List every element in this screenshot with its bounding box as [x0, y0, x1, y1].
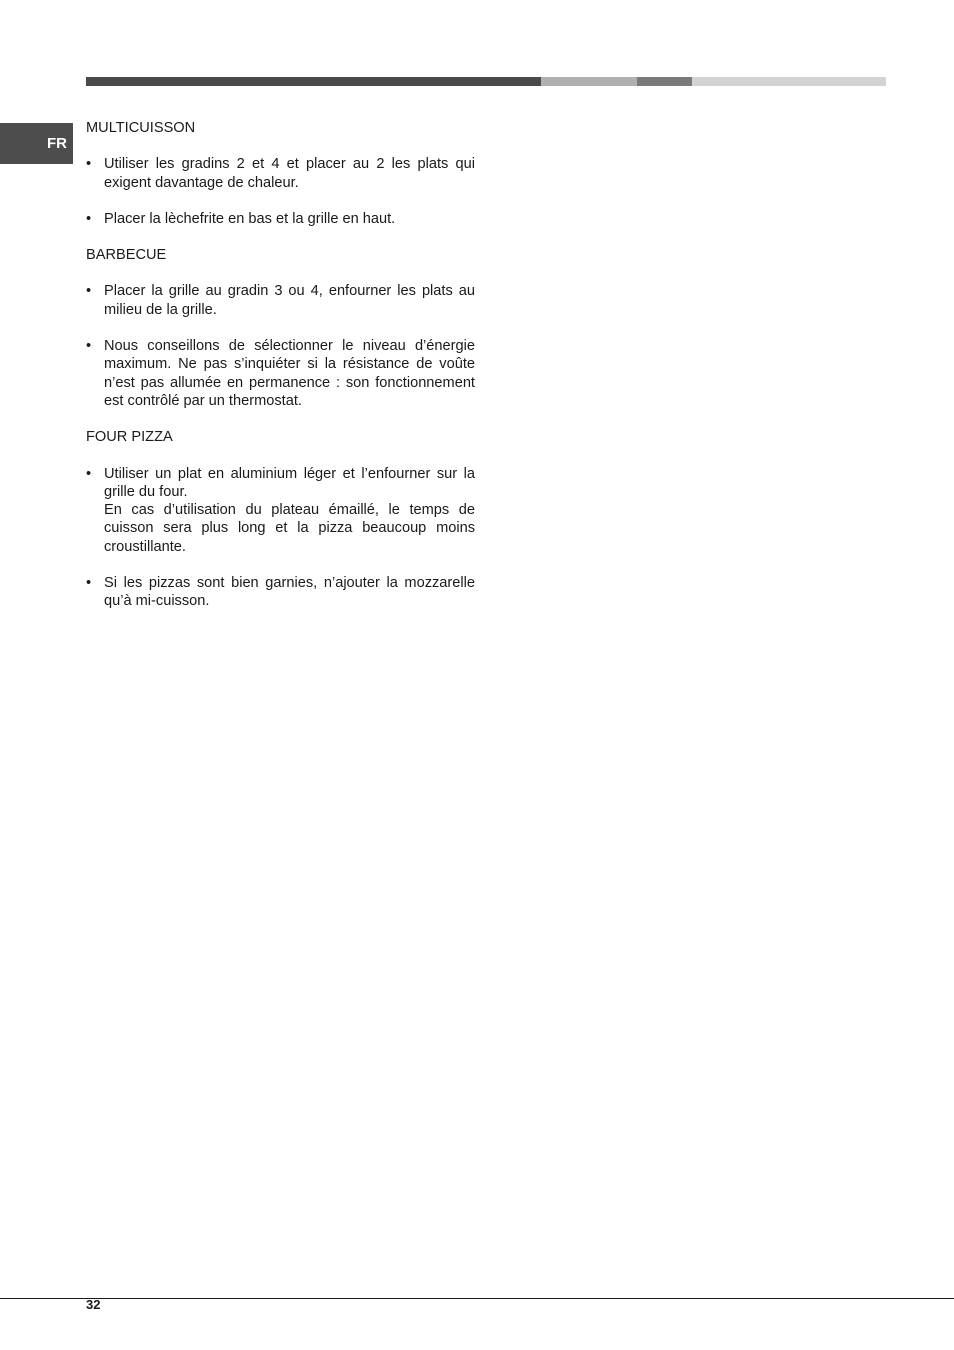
list-item-text: Nous conseillons de sélectionner le niveau d’énergie maximum. Ne pas s’inquiéter si la résistance de voûte n’est pas allumée en permanence : son fonctionnement est contrôlé par un thermostat. [104, 338, 475, 409]
header-bar-segment [692, 77, 886, 86]
list-item [86, 574, 475, 611]
section-title: FOUR PIZZA [86, 429, 173, 446]
list-item-text: Si les pizzas sont bien garnies, n’ajouter la mozzarelle qu’à mi-cuisson. [104, 575, 475, 610]
list-item [86, 155, 475, 192]
header-bar-segment [541, 77, 637, 86]
language-tab [0, 123, 73, 164]
bullet-list [86, 282, 475, 410]
language-tab-label: FR [47, 135, 67, 152]
list-item [86, 465, 475, 556]
main-content [86, 119, 475, 629]
list-item-text: Placer la lèchefrite en bas et la grille en haut. [104, 210, 396, 227]
list-item [86, 210, 475, 228]
list-item-text: Utiliser un plat en aluminium léger et l’enfourner sur la grille du four. [104, 465, 475, 500]
list-item-text: Utiliser les gradins 2 et 4 et placer au 2 les plats qui exigent davantage de chaleur. [104, 156, 475, 191]
section-title: BARBECUE [86, 247, 167, 264]
list-item-text: Placer la grille au gradin 3 ou 4, enfourner les plats au milieu de la grille. [104, 283, 475, 318]
bullet-icon: • [86, 210, 92, 227]
list-item-text: En cas d’utilisation du plateau émaillé, le temps de cuisson sera plus long et la pizza beaucoup moins croustillante. [104, 502, 475, 555]
section-barbecue [86, 246, 475, 410]
list-item [86, 282, 475, 319]
bullet-icon: • [86, 283, 92, 300]
footer-rule [0, 1298, 954, 1299]
bullet-icon: • [86, 156, 92, 173]
bullet-list [86, 465, 475, 611]
bullet-icon: • [86, 575, 92, 592]
list-item [86, 337, 475, 410]
section-title: MULTICUISSON [86, 120, 196, 136]
header-bar-segment [86, 77, 541, 86]
page-number: 32 [86, 1297, 101, 1312]
bullet-icon: • [86, 338, 92, 355]
header-color-bar [86, 77, 886, 86]
bullet-icon: • [86, 465, 92, 482]
section-multicuisson [86, 119, 475, 228]
header-bar-segment [637, 77, 692, 86]
section-four-pizza [86, 428, 475, 610]
bullet-list [86, 155, 475, 228]
